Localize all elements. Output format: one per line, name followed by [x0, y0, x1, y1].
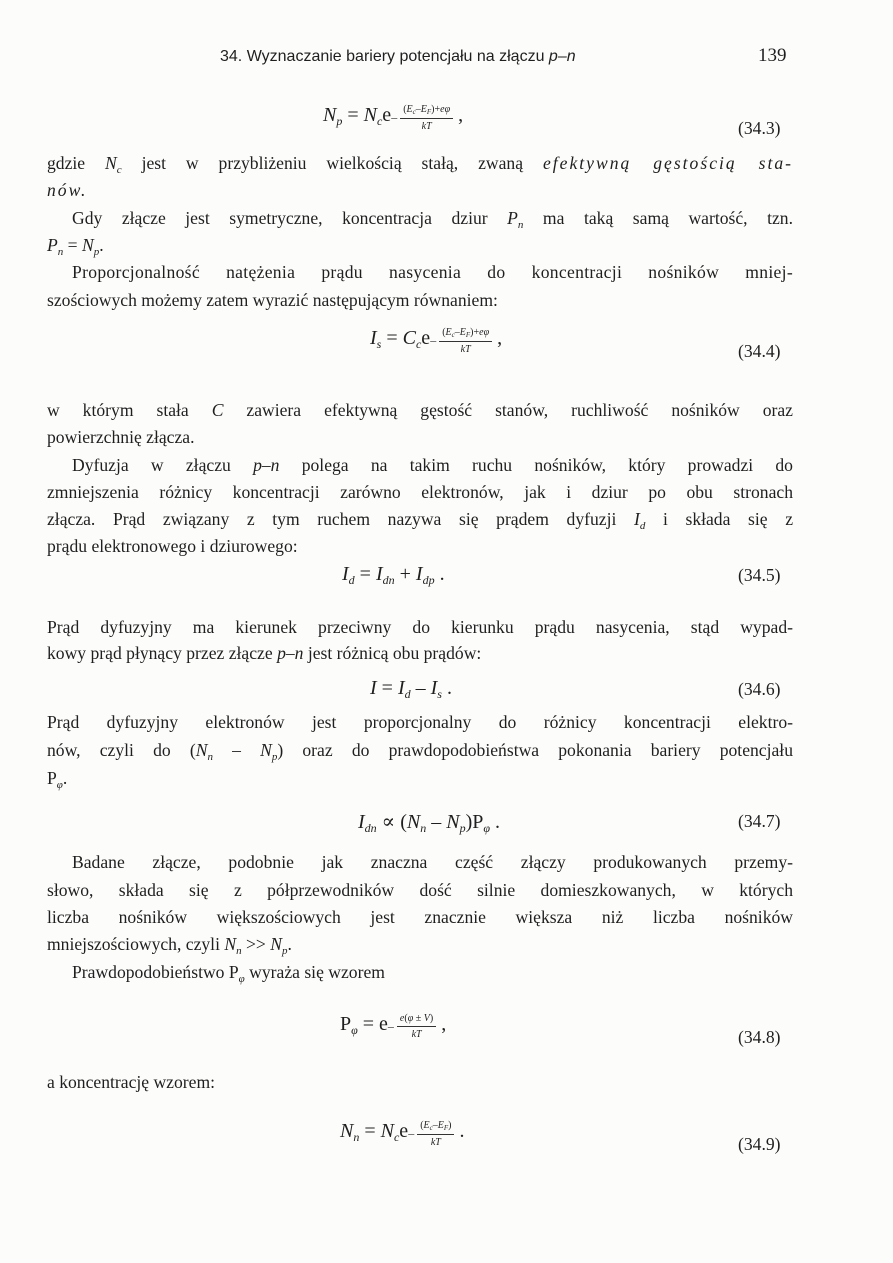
text-run: liczba nośników większościowych jest znacznie większa niż liczba nośników: [47, 907, 793, 927]
text-run: Prąd dyfuzyjny elektronów jest proporcjonalny do różnicy koncentracji elektro-: [47, 712, 793, 732]
italic-run: φ: [407, 1013, 414, 1024]
italic-run: N: [363, 104, 377, 126]
text-run: i składa się z: [645, 509, 793, 529]
subscript: c: [429, 1124, 433, 1132]
text-line: [47, 1070, 793, 1094]
subscript: d: [404, 687, 411, 701]
italic-run: N: [446, 811, 460, 833]
text-run: ): [448, 1120, 452, 1131]
subscript: n: [57, 246, 64, 258]
subscript: c: [412, 108, 416, 116]
subscript: p: [282, 945, 288, 957]
text-run: słowo, składa się z półprzewodników dość silnie domieszkowanych, w których: [47, 880, 793, 900]
text-line: [47, 425, 793, 449]
equation-34-7: [358, 809, 500, 836]
text-run: .: [441, 677, 452, 699]
text-run: ,: [436, 1013, 447, 1035]
text-run: Prąd dyfuzyjny ma kierunek przeciwny do kierunku prądu nasycenia, stąd wypad-: [47, 617, 793, 637]
subscript: s: [376, 337, 382, 351]
exponent: [408, 1120, 454, 1148]
subscript: p: [271, 751, 278, 763]
subscript: dn: [382, 573, 395, 587]
text-line: [47, 480, 793, 504]
subscript: d: [639, 520, 646, 532]
subscript: dp: [422, 573, 435, 587]
text-run: w którym stała: [47, 400, 212, 420]
exponent-fraction: [417, 1120, 454, 1148]
subscript: n: [420, 821, 427, 835]
text-run: –: [415, 104, 421, 115]
subscript: n: [207, 751, 213, 763]
text-line: [72, 453, 793, 477]
subscript: n: [353, 1130, 360, 1144]
text-run: P: [340, 1013, 352, 1035]
italic-run: N: [224, 934, 237, 954]
subscript: F: [465, 331, 471, 339]
text-run: powierzchnię złącza.: [47, 427, 195, 447]
denominator: [417, 1135, 454, 1148]
italic-run: eφ: [479, 327, 490, 338]
text-run: Gdy złącze jest symetryczne, koncentracja dziur: [72, 208, 508, 228]
italic-run: I: [358, 811, 365, 833]
italic-run: I: [370, 677, 377, 699]
text-run: e: [421, 327, 431, 349]
equation-34-8: [340, 1013, 446, 1040]
italic-run: N: [105, 153, 117, 173]
text-run: Proporcjonalność natężenia prądu nasycenia do koncentracji nośników mniej-: [72, 262, 793, 282]
text-run: =: [359, 1120, 381, 1142]
equation-label: (34.3): [738, 118, 781, 138]
subscript: p: [93, 246, 100, 258]
text-run: = e: [357, 1013, 388, 1035]
text-line: [47, 233, 793, 257]
text-run: ,: [453, 104, 464, 126]
italic-run: E: [420, 104, 427, 115]
subscript: F: [426, 108, 432, 116]
subscript: c: [116, 164, 122, 176]
exponent-fraction: [400, 104, 453, 132]
subscript: p: [336, 114, 343, 128]
text-run: ,: [492, 327, 503, 349]
text-run: mniejszościowych, czyli: [47, 934, 225, 954]
text-run: –: [212, 740, 261, 760]
text-line: [72, 850, 793, 874]
italic-run: P: [47, 235, 58, 255]
text-run: ma taką samą wartość, tzn.: [523, 208, 793, 228]
text-line: [47, 738, 793, 762]
text-line: [47, 507, 793, 531]
equation-label: (34.4): [738, 341, 781, 361]
italic-run: N: [260, 740, 272, 760]
text-run: ): [429, 1013, 434, 1024]
numerator: [417, 1120, 454, 1135]
text-run: jest w przybliżeniu wielkością stałą, zwaną: [121, 153, 543, 173]
text-run: (: [404, 1013, 408, 1024]
text-line: [47, 178, 793, 202]
subscript: c: [451, 331, 455, 339]
text-run: =: [354, 563, 376, 585]
minus-sign: –: [408, 1126, 415, 1140]
text-run: ∝ (: [376, 811, 407, 833]
text-line: [72, 260, 793, 284]
italic-run: I: [633, 509, 640, 529]
italic-run: nów.: [47, 180, 88, 200]
subscript: c: [393, 1130, 400, 1144]
denominator: [397, 1027, 436, 1040]
text-run: .: [287, 934, 292, 954]
italic-run: N: [340, 1120, 354, 1142]
text-line: [47, 641, 793, 665]
text-line: [47, 932, 793, 956]
numerator: [397, 1013, 436, 1027]
italic-run: I: [375, 563, 383, 585]
text-line: [47, 710, 793, 734]
subscript: c: [415, 337, 422, 351]
text-run: zmniejszenia różnicy koncentracji zarówno elektronów, jak i dziur po obu stronach: [47, 482, 793, 502]
italic-run: N: [323, 104, 337, 126]
italic-run: kT: [421, 121, 432, 132]
text-line: [47, 288, 793, 312]
italic-run: E: [459, 327, 466, 338]
header-title: 34. Wyznaczanie bariery potencjału na złączu: [220, 48, 549, 65]
exponent: [430, 327, 492, 355]
text-run: jest różnicą obu prądów:: [303, 643, 482, 663]
text-run: )+: [431, 104, 441, 115]
minus-sign: –: [391, 110, 398, 124]
text-run: (: [403, 104, 407, 115]
text-run: )P: [465, 811, 484, 833]
equation-label: (34.7): [738, 811, 781, 831]
equation-label: (34.6): [738, 679, 781, 699]
subscript: φ: [56, 779, 63, 791]
numerator: [400, 104, 453, 119]
text-run: =: [63, 235, 82, 255]
text-run: gdzie: [47, 153, 106, 173]
text-line: [72, 960, 793, 984]
subscript: n: [517, 219, 524, 231]
italic-run: I: [397, 677, 405, 699]
text-run: –: [454, 327, 460, 338]
text-line: [47, 398, 793, 422]
minus-sign: –: [387, 1019, 394, 1033]
text-run: zawiera efektywną gęstość stanów, ruchliwość nośników oraz: [223, 400, 793, 420]
exponent-fraction: [439, 327, 492, 355]
text-run: Badane złącze, podobnie jak znaczna część złączy produkowanych przemy-: [72, 852, 793, 872]
text-run: Prawdopodobieństwo P: [72, 962, 239, 982]
italic-run: N: [270, 934, 283, 954]
text-run: złącza. Prąd związany z tym ruchem nazywa się prądem dyfuzji: [47, 509, 634, 529]
italic-run: N: [406, 811, 421, 833]
italic-run: V: [423, 1013, 430, 1024]
text-line: [72, 206, 793, 230]
text-run: =: [381, 327, 403, 349]
subscript: n: [236, 945, 242, 957]
header-title-italic: p–n: [548, 48, 576, 65]
italic-run: I: [415, 563, 423, 585]
italic-run: I: [342, 563, 349, 585]
italic-run: kT: [411, 1029, 422, 1040]
italic-run: kT: [460, 344, 471, 355]
italic-run: E: [445, 327, 452, 338]
text-run: (: [420, 1120, 424, 1131]
text-run: >>: [241, 934, 271, 954]
italic-run: kT: [430, 1137, 441, 1148]
italic-run: N: [81, 235, 94, 255]
subscript: c: [376, 114, 383, 128]
page-number: 139: [758, 45, 787, 66]
denominator: [439, 342, 492, 355]
text-run: nów, czyli do (: [47, 740, 196, 760]
text-run: szościowych możemy zatem wyrazić następującym równaniem:: [47, 290, 498, 310]
numerator: [439, 327, 492, 342]
equation-34-9: [340, 1120, 464, 1148]
text-line: [47, 151, 793, 175]
italic-run: e: [399, 1013, 405, 1024]
equation-label: (34.5): [738, 565, 781, 585]
text-run: =: [376, 677, 398, 699]
text-run: e: [382, 104, 392, 126]
equation-label: (34.9): [738, 1134, 781, 1154]
subscript: dn: [364, 821, 377, 835]
italic-run: P: [507, 208, 518, 228]
text-run: .: [62, 768, 68, 788]
italic-run: C: [402, 327, 416, 349]
text-run: –: [410, 677, 431, 699]
equation-34-5: [342, 563, 445, 588]
equation-label: (34.8): [738, 1027, 781, 1047]
text-run: .: [99, 235, 104, 255]
subscript: φ: [238, 973, 245, 985]
italic-run: I: [430, 677, 438, 699]
exponent: [388, 1013, 436, 1040]
text-run: polega na takim ruchu nośników, który prowadzi do: [279, 455, 793, 475]
text-run: kowy prąd płynący przez złącze: [47, 643, 278, 663]
italic-run: eφ: [440, 104, 451, 115]
running-header: [220, 48, 576, 66]
text-line: [47, 878, 793, 902]
italic-run: C: [211, 400, 224, 420]
italic-run: E: [406, 104, 413, 115]
exponent-fraction: [397, 1013, 436, 1040]
equation-34-6: [370, 677, 452, 702]
text-line: [47, 766, 793, 790]
text-run: ±: [413, 1013, 424, 1024]
subscript: F: [443, 1124, 449, 1132]
italic-run: I: [370, 327, 377, 349]
italic-run: E: [437, 1120, 444, 1131]
text-run: prądu elektronowego i dziurowego:: [47, 536, 298, 556]
italic-run: p–n: [253, 455, 280, 475]
text-run: P: [47, 768, 57, 788]
text-line: [47, 905, 793, 929]
text-run: –: [432, 1120, 438, 1131]
text-line: [47, 534, 793, 558]
text-run: =: [342, 104, 364, 126]
text-run: .: [490, 811, 500, 833]
subscript: φ: [483, 821, 490, 835]
text-line: [47, 615, 793, 639]
italic-run: efektywną gęstością sta-: [542, 153, 793, 173]
equation-34-4: [370, 327, 502, 355]
text-run: +: [394, 563, 416, 585]
text-run: .: [434, 563, 445, 585]
italic-run: N: [195, 740, 208, 760]
text-run: a koncentrację wzorem:: [47, 1072, 216, 1092]
text-run: –: [426, 811, 447, 833]
subscript: s: [437, 687, 442, 701]
minus-sign: –: [430, 333, 437, 347]
text-run: )+: [470, 327, 480, 338]
denominator: [400, 119, 453, 132]
text-run: (: [442, 327, 446, 338]
equation-34-3: [323, 104, 463, 132]
italic-run: p–n: [277, 643, 304, 663]
subscript: φ: [351, 1023, 358, 1037]
text-run: wyraża się wzorem: [244, 962, 385, 982]
italic-run: N: [380, 1120, 394, 1142]
text-run: .: [454, 1120, 465, 1142]
italic-run: E: [423, 1120, 430, 1131]
text-run: ) oraz do prawdopodobieństwa pokonania bariery potencjału: [277, 740, 793, 760]
exponent: [391, 104, 453, 132]
text-run: e: [399, 1120, 409, 1142]
text-run: Dyfuzja w złączu: [72, 455, 254, 475]
subscript: p: [459, 821, 466, 835]
subscript: d: [348, 573, 355, 587]
